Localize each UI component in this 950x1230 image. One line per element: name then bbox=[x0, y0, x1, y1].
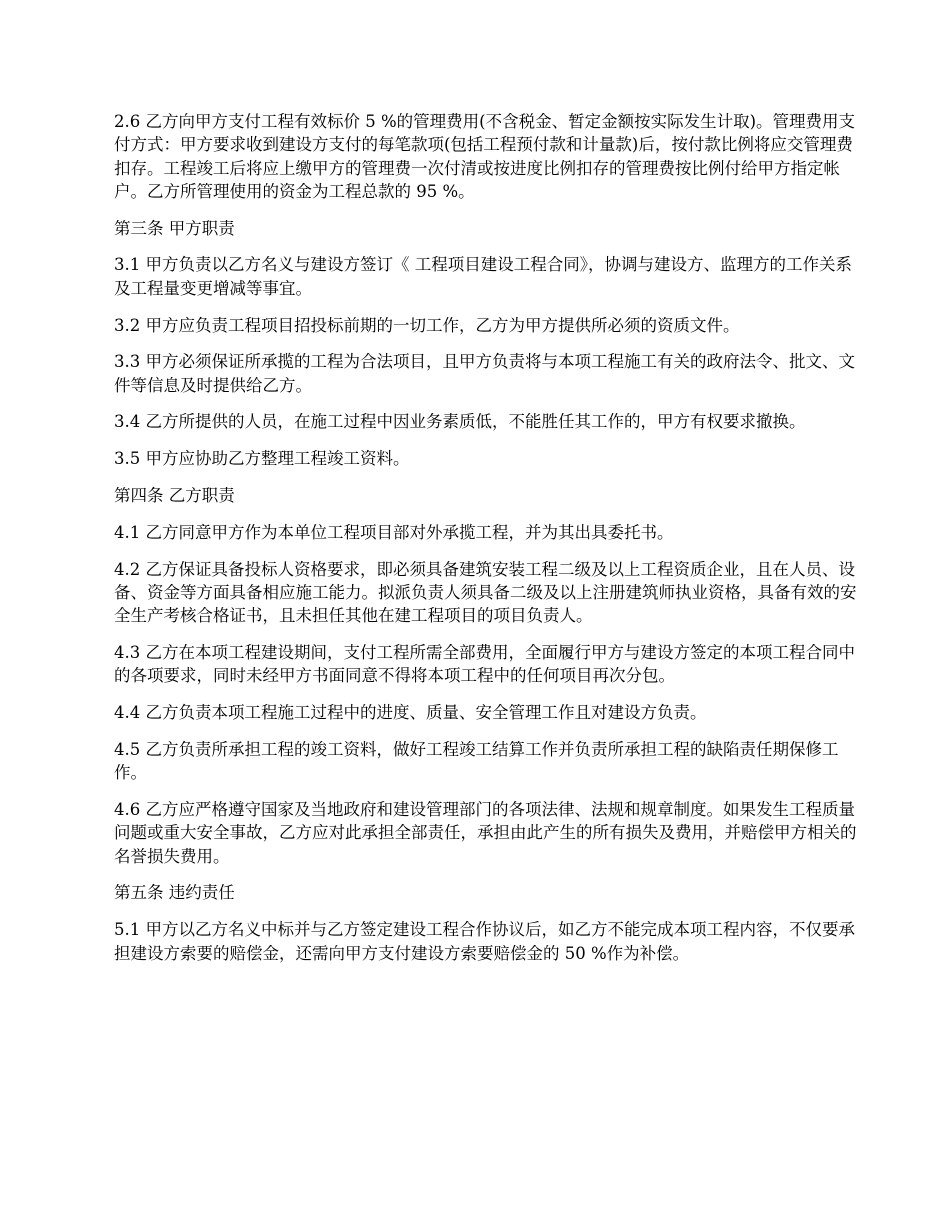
clause-4-5: 4.5 乙方负责所承担工程的竣工资料，做好工程竣工结算工作并负责所承担工程的缺陷责任期保修工作。 bbox=[114, 739, 839, 783]
clause-4-6: 4.6 乙方应严格遵守国家及当地政府和建设管理部门的各项法律、法规和规章制度。如果发生工程质量问题或重大安全事故，乙方应对此承担全部责任，承担由此产生的所有损失及费用，并赔偿甲方相关的名誉损失费用。 bbox=[114, 800, 857, 866]
clause-4-4: 4.4 乙方负责本项工程施工过程中的进度、质量、安全管理工作且对建设方负责。 bbox=[114, 703, 707, 723]
clause-4-3: 4.3 乙方在本项工程建设期间，支付工程所需全部费用，全面履行甲方与建设方签定的本项工程合同中的各项要求，同时未经甲方书面同意不得将本项工程中的任何项目再次分包。 bbox=[114, 643, 855, 686]
clause-3-4: 3.4 乙方所提供的人员，在施工过程中因业务素质低，不能胜任其工作的，甲方有权要求撤换。 bbox=[114, 412, 806, 432]
clause-5-1: 5.1 甲方以乙方名义中标并与乙方签定建设工程合作协议后，如乙方不能完成本项工程内容，不仅要承担建设方索要的赔偿金，还需向甲方支付建设方索要赔偿金的 50 %作为补偿。 bbox=[114, 920, 855, 963]
clause-2-6: 2.6 乙方向甲方支付工程有效标价 5 %的管理费用(不含税金、暂定金额按实际发生计取)。管理费用支付方式：甲方要求收到建设方支付的每笔款项(包括工程预付款和计量款)后，按付款比例将应交管理费扣存。工程竣工后将应上缴甲方的管理费一次付清或按进度比例扣存的管理费按比例付给甲方指定帐户。乙方所管理使用的资金为工程总款的 95 %。 bbox=[114, 112, 856, 201]
clause-4-1: 4.1 乙方同意甲方作为本单位工程项目部对外承揽工程，并为其出具委托书。 bbox=[114, 522, 674, 542]
clause-3-2: 3.2 甲方应负责工程项目招投标前期的一切工作，乙方为甲方提供所必须的资质文件。 bbox=[114, 315, 740, 335]
clause-3-1: 3.1 甲方负责以乙方名义与建设方签订《 工程项目建设工程合同》，协调与建设方、监理方的工作关系及工程量变更增减等事宜。 bbox=[114, 255, 852, 298]
article-3-heading: 第三条 甲方职责 bbox=[114, 218, 235, 238]
clause-3-5: 3.5 甲方应协助乙方整理工程竣工资料。 bbox=[114, 449, 410, 469]
article-5-heading: 第五条 违约责任 bbox=[114, 883, 235, 903]
clause-3-3: 3.3 甲方必须保证所承揽的工程为合法项目，且甲方负责将与本项工程施工有关的政府法令、批文、文件等信息及时提供给乙方。 bbox=[114, 352, 855, 395]
article-4-heading: 第四条 乙方职责 bbox=[114, 486, 235, 506]
clause-4-2: 4.2 乙方保证具备投标人资格要求，即必须具备建筑安装工程二级及以上工程资质企业，且在人员、设备、资金等方面具备相应施工能力。拟派负责人须具备二级及以上注册建筑师执业资格，具备有效的安全生产考核合格证书，且未担任其他在建工程项目的项目负责人。 bbox=[114, 559, 857, 626]
